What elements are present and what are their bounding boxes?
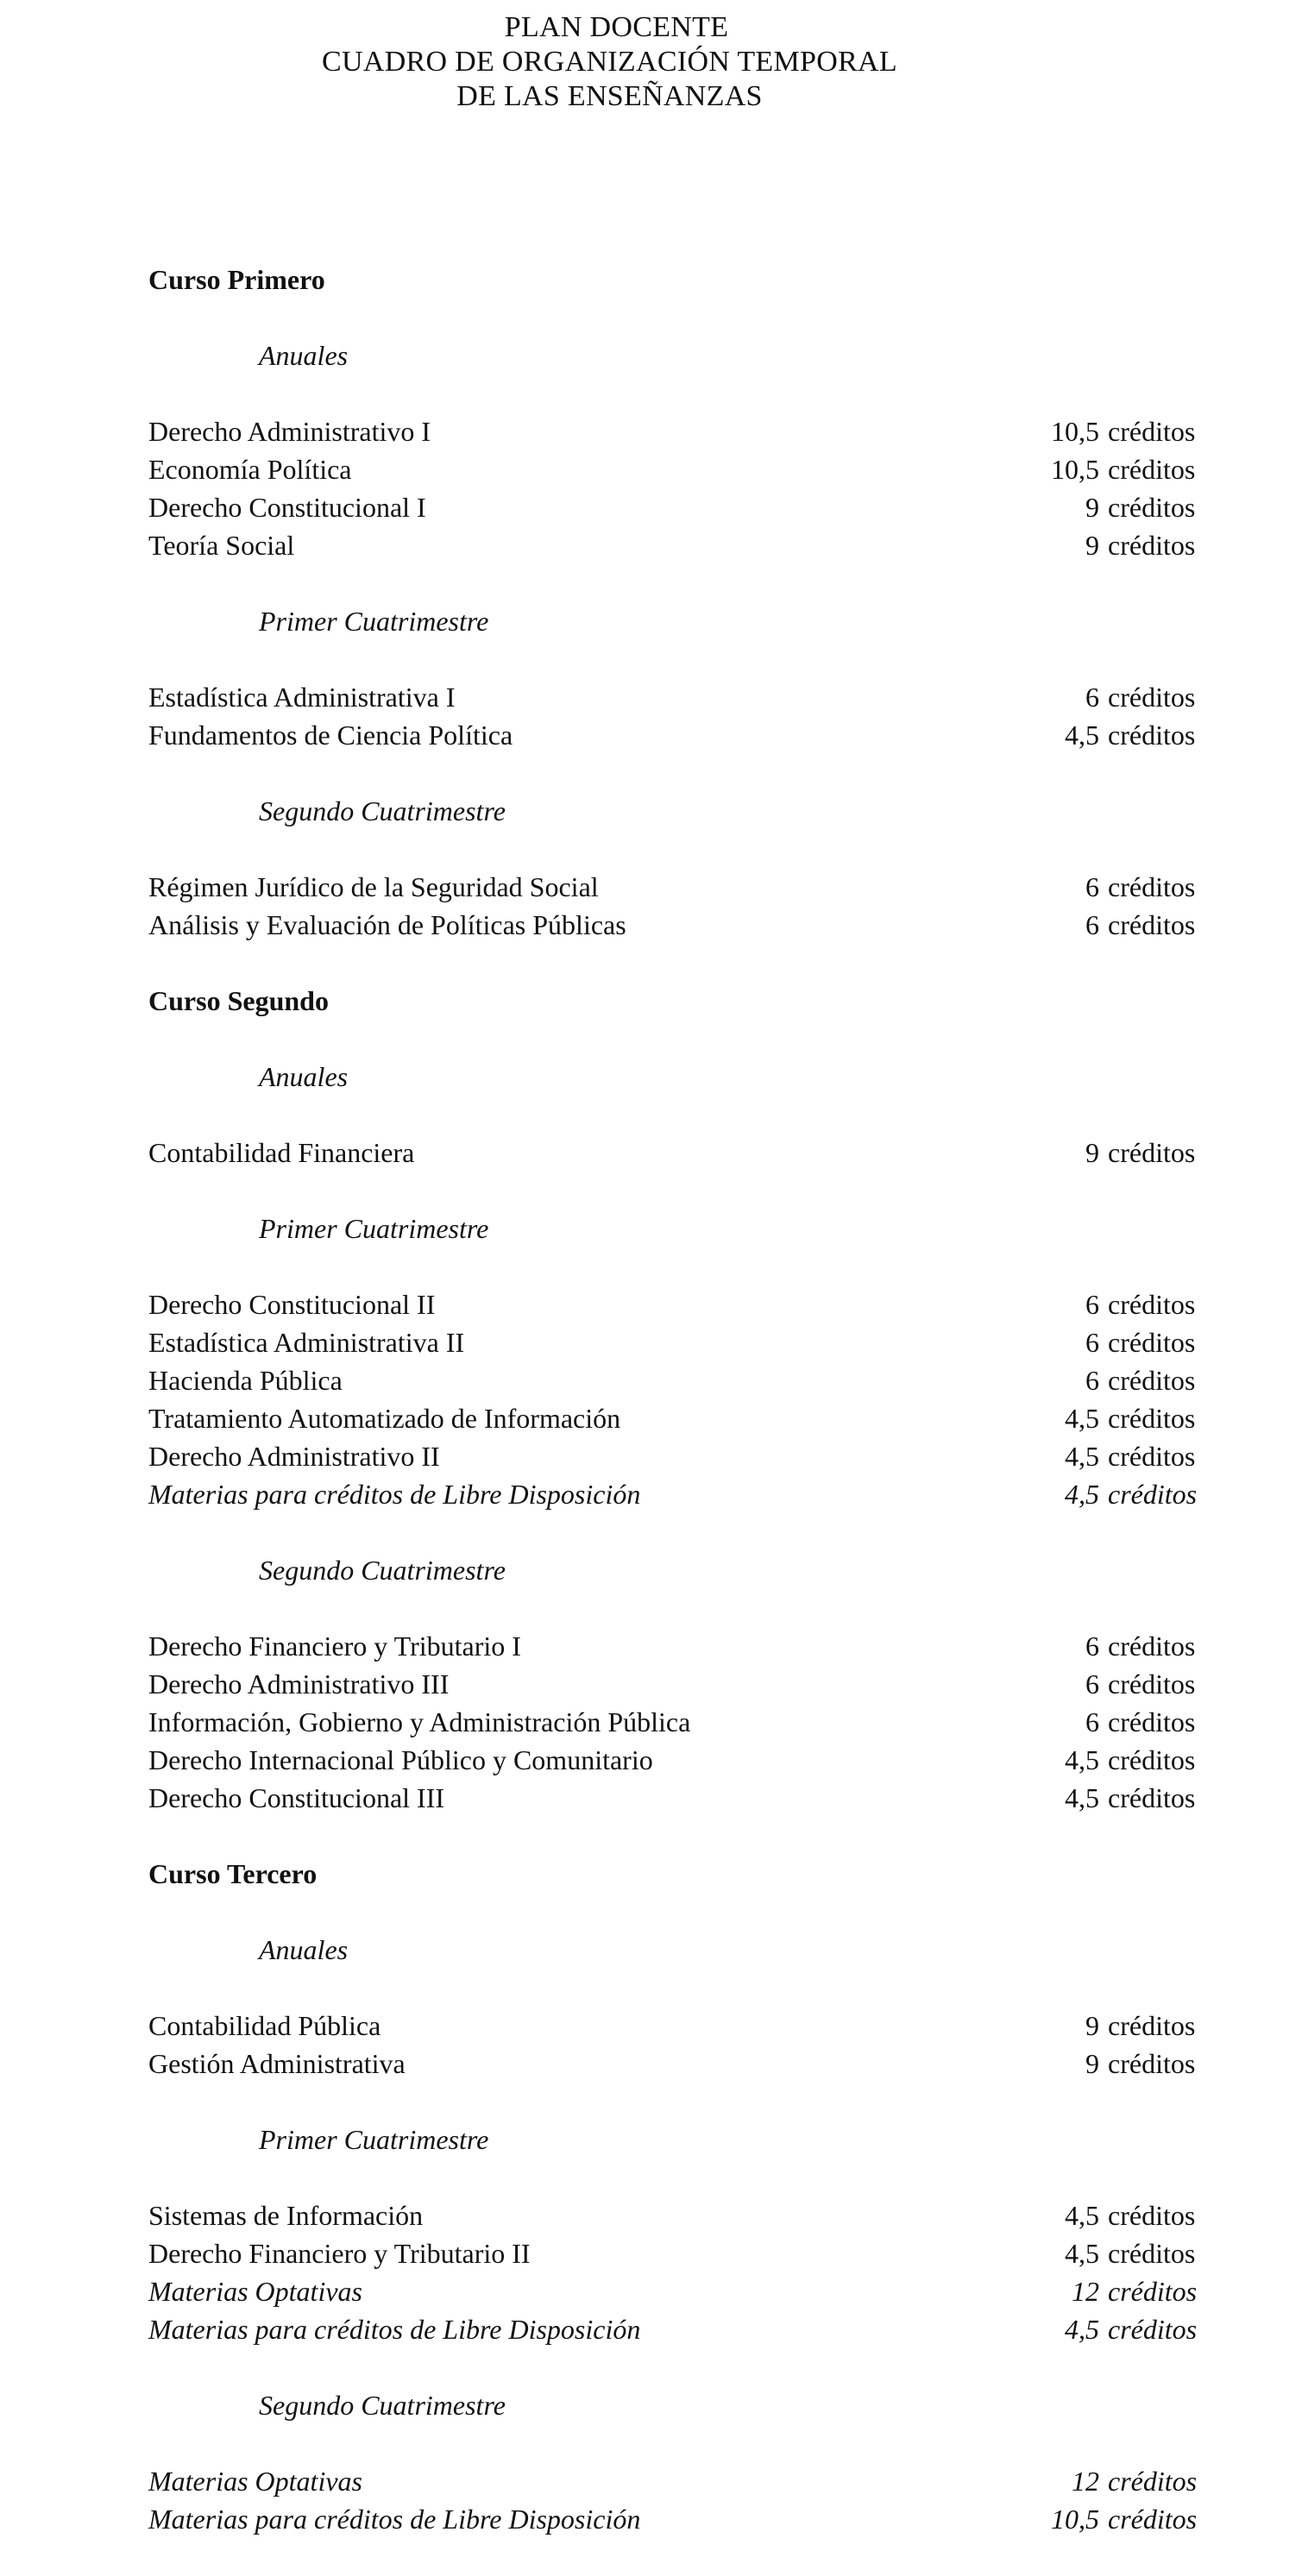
term-heading: Primer Cuatrimestre <box>259 1213 489 1244</box>
credits-unit: créditos <box>1108 1137 1196 1168</box>
term-block <box>148 1209 1227 1513</box>
term-block <box>148 336 1227 564</box>
subject-credits <box>1046 1779 1218 1817</box>
subject-row <box>148 1134 1227 1172</box>
subject-row <box>148 1437 1227 1475</box>
course-block <box>148 261 1227 944</box>
credits-value: 10,5 <box>1051 416 1099 447</box>
credits-value: 10,5 <box>1051 454 1099 485</box>
credits-value: 4,5 <box>1065 1782 1099 1813</box>
subject-name: Derecho Constitucional II <box>148 1289 436 1320</box>
term-heading: Segundo Cuatrimestre <box>259 1555 506 1586</box>
subject-credits <box>1046 678 1218 716</box>
subject-list <box>148 1285 1227 1513</box>
credits-value: 6 <box>1085 1668 1099 1700</box>
subject-row <box>148 716 1227 754</box>
subject-name: Materias para créditos de Libre Disposición <box>148 2314 641 2345</box>
term-heading: Anuales <box>259 340 349 371</box>
subject-row <box>148 2462 1227 2500</box>
credits-unit: créditos <box>1108 1327 1196 1358</box>
credits-unit: créditos <box>1108 1289 1196 1320</box>
subject-credits <box>1046 450 1218 488</box>
term-heading: Primer Cuatrimestre <box>259 2124 489 2155</box>
subject-name: Derecho Internacional Público y Comunitario <box>148 1744 653 1775</box>
subject-credits <box>1046 2310 1218 2348</box>
subject-row <box>148 1779 1227 1817</box>
course-heading: Curso Segundo <box>148 985 329 1016</box>
subject-name: Derecho Administrativo III <box>148 1668 450 1700</box>
subject-credits <box>1046 1627 1218 1665</box>
credits-unit: créditos <box>1108 416 1196 447</box>
term-block <box>148 792 1227 944</box>
subject-credits <box>1046 1323 1218 1361</box>
subject-name: Tratamiento Automatizado de Información <box>148 1403 621 1434</box>
subject-credits <box>1046 1399 1218 1437</box>
subject-row <box>148 488 1227 526</box>
credits-value: 6 <box>1085 1327 1099 1358</box>
credits-unit: créditos <box>1108 2048 1196 2079</box>
credits-unit: créditos <box>1108 909 1196 940</box>
subject-row <box>148 1361 1227 1399</box>
subject-row <box>148 868 1227 906</box>
credits-unit: créditos <box>1108 682 1196 713</box>
term-block <box>148 1551 1227 1817</box>
subject-credits <box>1046 1285 1218 1323</box>
subject-row <box>148 1741 1227 1779</box>
subject-credits <box>1046 1703 1218 1741</box>
term-heading: Anuales <box>259 1934 349 1965</box>
credits-unit: créditos <box>1108 1365 1196 1396</box>
subject-credits <box>1046 2007 1218 2045</box>
credits-unit: créditos <box>1108 2466 1198 2497</box>
subject-credits <box>1046 1361 1218 1399</box>
credits-unit: créditos <box>1108 1782 1196 1813</box>
credits-value: 12 <box>1072 2276 1099 2307</box>
subject-row <box>148 1703 1227 1741</box>
subject-credits <box>1046 2500 1218 2538</box>
subject-name: Materias Optativas <box>148 2466 362 2497</box>
subject-name: Contabilidad Financiera <box>148 1137 415 1168</box>
credits-unit: créditos <box>1108 2504 1198 2535</box>
subject-name: Gestión Administrativa <box>148 2048 406 2079</box>
credits-unit: créditos <box>1108 530 1196 561</box>
subject-credits <box>1046 1437 1218 1475</box>
subject-list <box>148 1627 1227 1817</box>
subject-credits <box>1046 868 1218 906</box>
credits-unit: créditos <box>1108 1744 1196 1775</box>
subject-list <box>148 2196 1227 2348</box>
credits-unit: créditos <box>1108 1403 1196 1434</box>
subject-list <box>148 2462 1227 2538</box>
credits-value: 12 <box>1072 2466 1099 2497</box>
subject-name: Materias para créditos de Libre Disposición <box>148 2504 641 2535</box>
credits-value: 9 <box>1085 492 1099 523</box>
credits-unit: créditos <box>1108 492 1196 523</box>
credits-unit: créditos <box>1108 1706 1196 1737</box>
credits-value: 10,5 <box>1051 2504 1099 2535</box>
subject-name: Derecho Administrativo I <box>148 416 431 447</box>
credits-unit: créditos <box>1108 1479 1198 1510</box>
subject-name: Hacienda Pública <box>148 1365 343 1396</box>
subject-credits <box>1046 2196 1218 2234</box>
course-block <box>148 1855 1227 2538</box>
subject-row <box>148 2500 1227 2538</box>
title-line-1: PLAN DOCENTE <box>504 11 729 43</box>
term-heading: Anuales <box>259 1061 349 1092</box>
credits-value: 4,5 <box>1065 2200 1099 2231</box>
subject-name: Análisis y Evaluación de Políticas Públicas <box>148 909 626 940</box>
title-line-2: CUADRO DE ORGANIZACIÓN TEMPORAL <box>322 46 897 78</box>
subject-credits <box>1046 2462 1218 2500</box>
credits-value: 4,5 <box>1065 719 1099 751</box>
credits-unit: créditos <box>1108 454 1196 485</box>
subject-row <box>148 1665 1227 1703</box>
subject-name: Derecho Financiero y Tributario II <box>148 2238 531 2269</box>
credits-unit: créditos <box>1108 2238 1196 2269</box>
credits-value: 4,5 <box>1065 1744 1099 1775</box>
subject-row <box>148 412 1227 450</box>
course-heading: Curso Primero <box>148 264 325 295</box>
subject-name: Derecho Constitucional I <box>148 492 426 523</box>
credits-value: 6 <box>1085 909 1099 940</box>
subject-name: Información, Gobierno y Administración Pública <box>148 1706 691 1737</box>
document-title <box>0 10 1302 114</box>
subject-list <box>148 868 1227 944</box>
subject-credits <box>1046 412 1218 450</box>
credits-value: 6 <box>1085 871 1099 902</box>
credits-value: 9 <box>1085 2010 1099 2041</box>
subject-credits <box>1046 2045 1218 2083</box>
credits-unit: créditos <box>1108 871 1196 902</box>
course-block <box>148 982 1227 1817</box>
subject-credits <box>1046 906 1218 944</box>
subject-credits <box>1046 1134 1218 1172</box>
subject-list <box>148 678 1227 754</box>
subject-name: Teoría Social <box>148 530 295 561</box>
subject-credits <box>1046 1741 1218 1779</box>
subject-name: Estadística Administrativa II <box>148 1327 465 1358</box>
subject-list <box>148 2007 1227 2083</box>
term-block <box>148 602 1227 754</box>
credits-value: 6 <box>1085 682 1099 713</box>
credits-unit: créditos <box>1108 719 1196 751</box>
subject-row <box>148 2310 1227 2348</box>
subject-list <box>148 412 1227 564</box>
study-plan <box>148 261 1227 2576</box>
term-heading: Segundo Cuatrimestre <box>259 795 506 826</box>
subject-row <box>148 2272 1227 2310</box>
term-block <box>148 2386 1227 2538</box>
credits-unit: créditos <box>1108 1441 1196 1472</box>
subject-name: Materias Optativas <box>148 2276 362 2307</box>
credits-unit: créditos <box>1108 2276 1198 2307</box>
term-block <box>148 2120 1227 2348</box>
credits-value: 4,5 <box>1065 1441 1099 1472</box>
credits-value: 6 <box>1085 1289 1099 1320</box>
term-block <box>148 1058 1227 1172</box>
credits-unit: créditos <box>1108 2010 1196 2041</box>
subject-name: Contabilidad Pública <box>148 2010 381 2041</box>
subject-row <box>148 2196 1227 2234</box>
subject-name: Sistemas de Información <box>148 2200 424 2231</box>
subject-row <box>148 1627 1227 1665</box>
subject-name: Derecho Constitucional III <box>148 1782 444 1813</box>
subject-credits <box>1046 1665 1218 1703</box>
subject-row <box>148 1399 1227 1437</box>
subject-name: Derecho Financiero y Tributario I <box>148 1630 521 1662</box>
title-line-3: DE LAS ENSEÑANZAS <box>456 80 763 112</box>
credits-value: 6 <box>1085 1365 1099 1396</box>
subject-row <box>148 678 1227 716</box>
subject-row <box>148 1285 1227 1323</box>
subject-name: Régimen Jurídico de la Seguridad Social <box>148 871 599 902</box>
subject-credits <box>1046 526 1218 564</box>
subject-credits <box>1046 2272 1218 2310</box>
subject-row <box>148 906 1227 944</box>
subject-credits <box>1046 488 1218 526</box>
term-block <box>148 1931 1227 2083</box>
term-heading: Primer Cuatrimestre <box>259 606 489 637</box>
credits-unit: créditos <box>1108 2314 1198 2345</box>
subject-row <box>148 1475 1227 1513</box>
subject-row <box>148 2045 1227 2083</box>
subject-row <box>148 1323 1227 1361</box>
credits-value: 6 <box>1085 1630 1099 1662</box>
subject-name: Fundamentos de Ciencia Política <box>148 719 513 751</box>
credits-unit: créditos <box>1108 2200 1196 2231</box>
course-heading: Curso Tercero <box>148 1858 318 1889</box>
credits-value: 9 <box>1085 1137 1099 1168</box>
credits-value: 9 <box>1085 2048 1099 2079</box>
subject-row <box>148 450 1227 488</box>
credits-value: 4,5 <box>1065 1403 1099 1434</box>
credits-unit: créditos <box>1108 1668 1196 1700</box>
credits-value: 4,5 <box>1065 1479 1099 1510</box>
subject-name: Estadística Administrativa I <box>148 682 456 713</box>
credits-value: 6 <box>1085 1706 1099 1737</box>
credits-unit: créditos <box>1108 1630 1196 1662</box>
subject-credits <box>1046 1475 1218 1513</box>
subject-credits <box>1046 716 1218 754</box>
subject-name: Economía Política <box>148 454 352 485</box>
subject-name: Materias para créditos de Libre Disposición <box>148 1479 641 1510</box>
subject-credits <box>1046 2234 1218 2272</box>
credits-value: 4,5 <box>1065 2314 1099 2345</box>
subject-row <box>148 2007 1227 2045</box>
credits-value: 9 <box>1085 530 1099 561</box>
term-heading: Segundo Cuatrimestre <box>259 2390 506 2421</box>
subject-list <box>148 1134 1227 1172</box>
subject-row <box>148 526 1227 564</box>
credits-value: 4,5 <box>1065 2238 1099 2269</box>
subject-row <box>148 2234 1227 2272</box>
subject-name: Derecho Administrativo II <box>148 1441 440 1472</box>
